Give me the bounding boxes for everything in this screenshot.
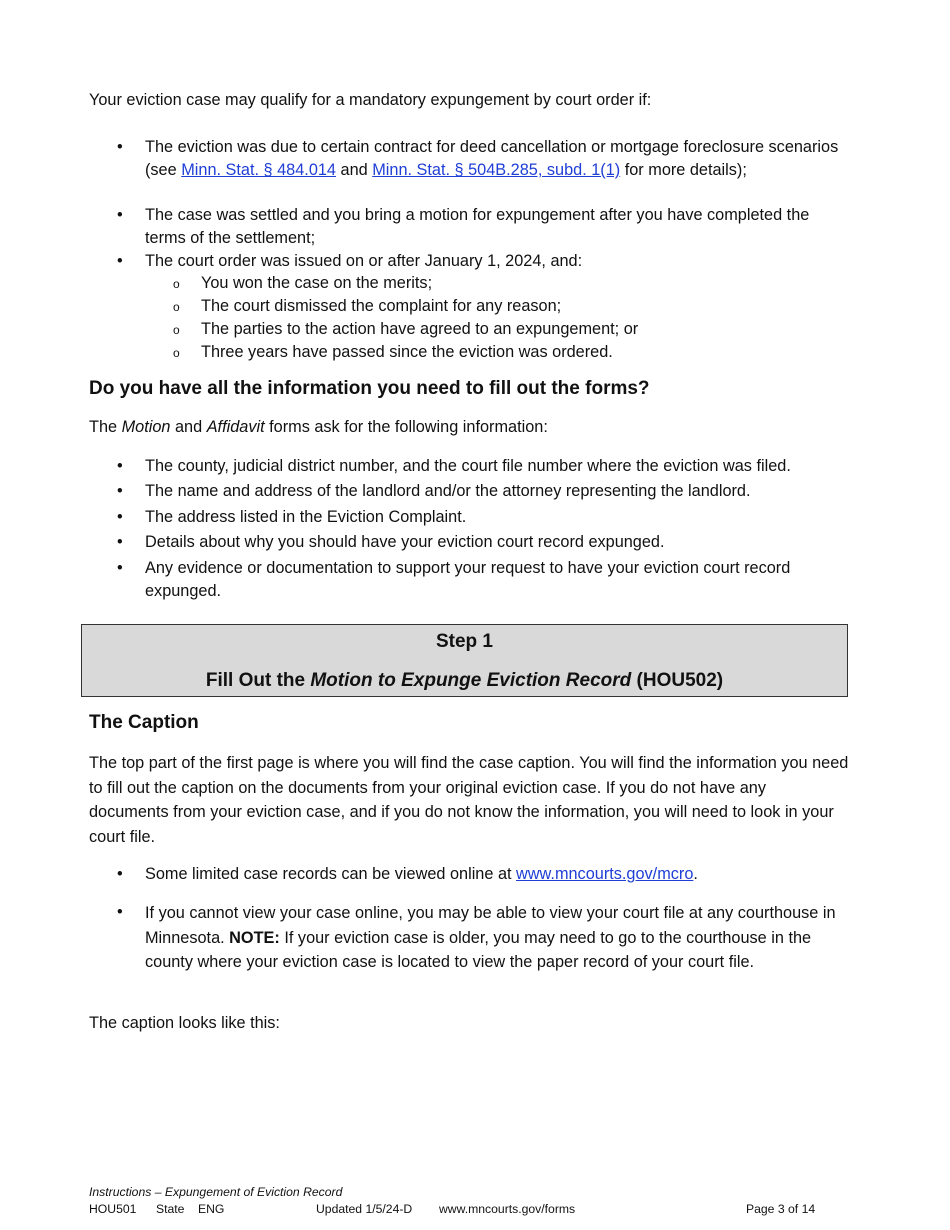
bullet-marker: • [117, 252, 123, 270]
caption-paragraph: The top part of the first page is where you will find the case caption. You will find the information you need to fill out the caption on the documents from your original eviction case. If you do not have any documents from your eviction case, and if you do not know the information, you will need to look in your court file. [89, 754, 849, 846]
bullet-marker: • [117, 533, 123, 551]
bullet-marker: • [117, 482, 123, 500]
qualify-item-2: The case was settled and you bring a motion for expungement after you have completed the terms of the settlement; [145, 206, 810, 247]
caption-closing: The caption looks like this: [89, 1014, 280, 1032]
step-1-box [81, 624, 848, 697]
section-heading-information: Do you have all the information you need to fill out the forms? [89, 378, 650, 399]
forms-intro: The Motion and Affidavit forms ask for the following information: [89, 418, 548, 436]
sub-bullet-marker: o [173, 346, 180, 360]
bullet-marker: • [117, 903, 123, 921]
qualify-sub-item: Three years have passed since the eviction was ordered. [201, 343, 613, 361]
qualify-sub-item: You won the case on the merits; [201, 274, 433, 292]
link-minn-stat-484-014[interactable]: Minn. Stat. § 484.014 [181, 161, 336, 179]
sub-bullet-marker: o [173, 323, 180, 337]
qualify-sub-item: The court dismissed the complaint for any reason; [201, 297, 562, 315]
footer-updated: Updated 1/5/24-D [316, 1202, 413, 1216]
info-item: The county, judicial district number, and the court file number where the eviction was filed. [145, 457, 791, 475]
section-heading-caption: The Caption [89, 712, 199, 733]
footer-url: www.mncourts.gov/forms [439, 1202, 576, 1216]
info-item: The name and address of the landlord and/or the attorney representing the landlord. [145, 482, 751, 500]
info-item: The address listed in the Eviction Complaint. [145, 508, 467, 526]
caption-item-1: Some limited case records can be viewed online at www.mncourts.gov/mcro. [145, 865, 698, 883]
qualify-item-3: The court order was issued on or after January 1, 2024, and: [145, 252, 583, 270]
footer-form-code: HOU501 [89, 1202, 137, 1216]
footer-jurisdiction: State [156, 1202, 185, 1216]
footer-language: ENG [198, 1202, 225, 1216]
step-subtitle: Fill Out the Motion to Expunge Eviction Record (HOU502) [205, 670, 724, 691]
sub-bullet-marker: o [173, 300, 180, 314]
caption-item-2: If you cannot view your case online, you may be able to view your court file at any courthouse in Minnesota. NOTE: If your eviction case is older, you may need to go to the courthouse in the county where your eviction case is located to view the paper record of your court file. [145, 904, 836, 971]
bullet-marker: • [117, 865, 123, 883]
intro-text: Your eviction case may qualify for a mandatory expungement by court order if: [89, 91, 652, 109]
qualify-sub-item: The parties to the action have agreed to an expungement; or [201, 320, 639, 338]
bullet-marker: • [117, 559, 123, 577]
info-item: Any evidence or documentation to support your request to have your eviction court record expunged. [145, 559, 791, 600]
link-minn-stat-504b-285[interactable]: Minn. Stat. § 504B.285, subd. 1(1) [372, 161, 621, 179]
sub-bullet-marker: o [173, 277, 180, 291]
footer-title: Instructions – Expungement of Eviction Record [89, 1185, 343, 1199]
info-item: Details about why you should have your eviction court record expunged. [145, 533, 665, 551]
qualify-item-1: The eviction was due to certain contract for deed cancellation or mortgage foreclosure scenarios (see Minn. Stat. § 484.014 and Minn. Stat. § 504B.285, subd. 1(1) for more details); [145, 138, 839, 179]
bullet-marker: • [117, 508, 123, 526]
bullet-marker: • [117, 138, 123, 156]
bullet-marker: • [117, 206, 123, 224]
link-mncourts-mcro[interactable]: www.mncourts.gov/mcro [516, 865, 694, 883]
footer-page-number: Page 3 of 14 [746, 1202, 816, 1216]
bullet-marker: • [117, 457, 123, 475]
step-title: Step 1 [435, 631, 494, 652]
